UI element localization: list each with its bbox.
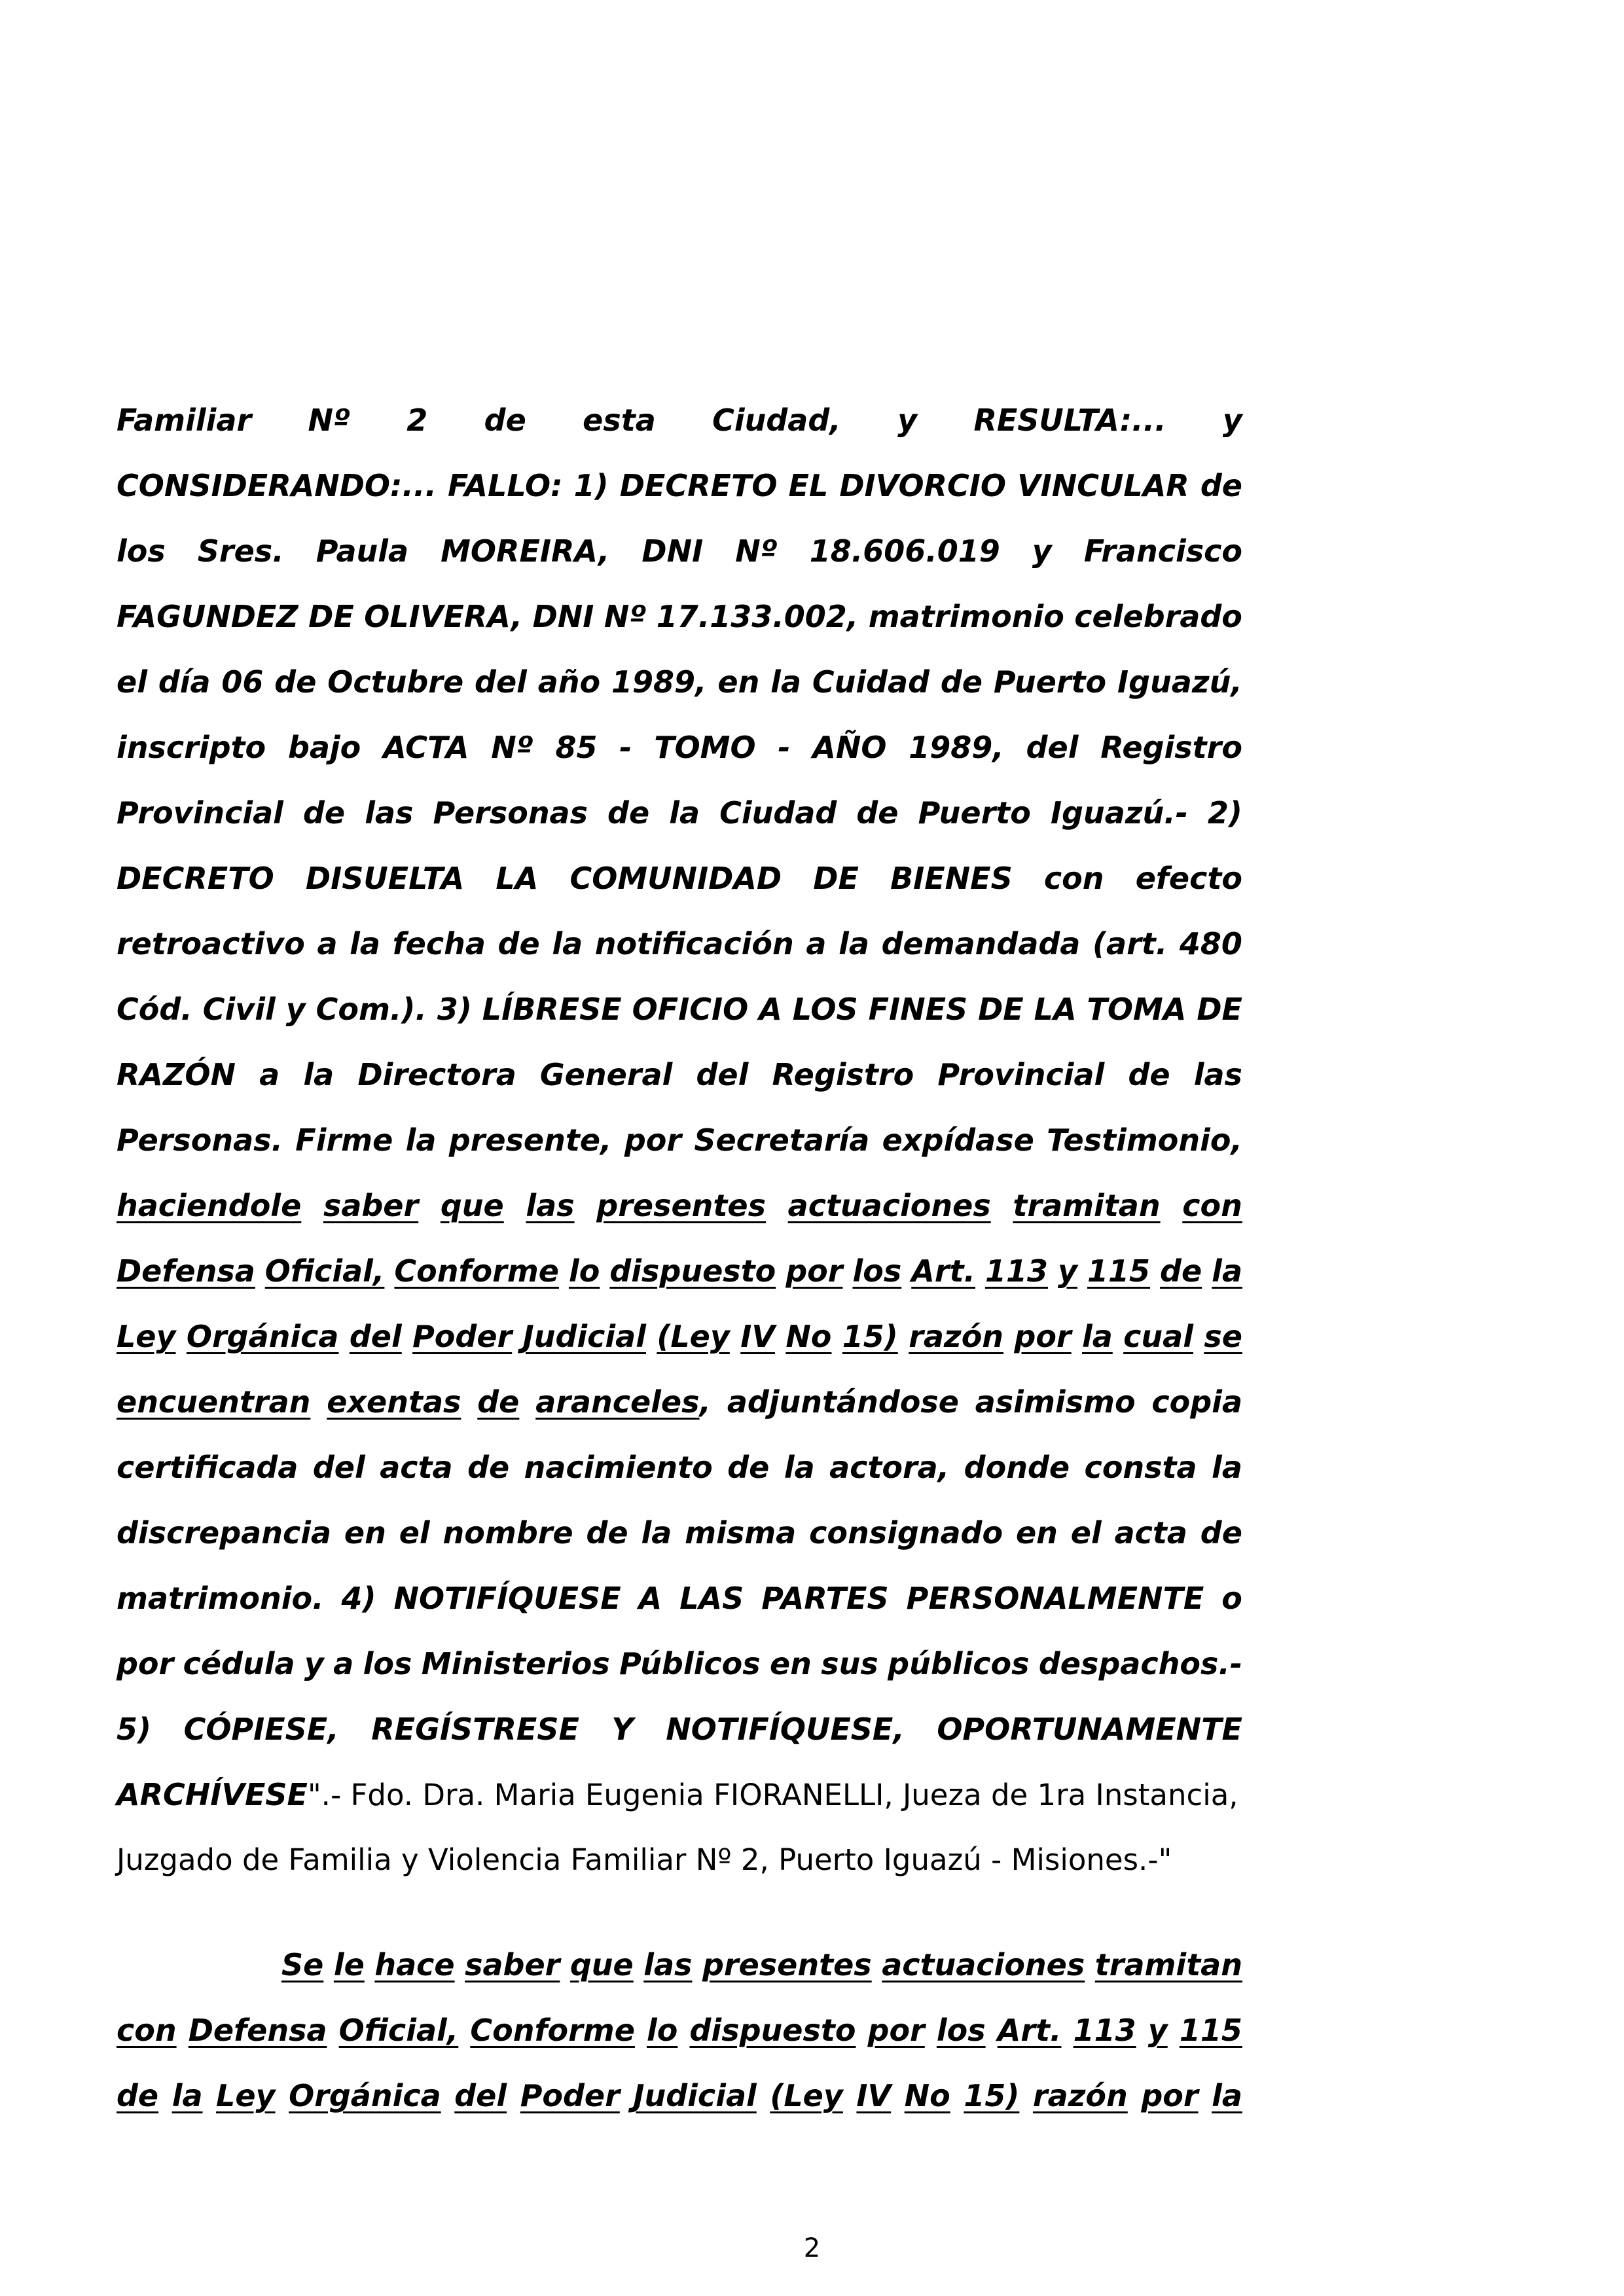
word: de xyxy=(117,2078,159,2113)
word: FINES xyxy=(868,992,968,1027)
word: (Ley xyxy=(657,1319,730,1354)
text-line xyxy=(117,1566,1242,1631)
word: PARTES xyxy=(761,1581,889,1616)
word: 115 xyxy=(1087,1253,1151,1289)
word: discrepancia xyxy=(117,1515,332,1551)
word: VINCULAR xyxy=(1017,468,1189,503)
word: Registro xyxy=(1100,730,1242,765)
word: DECRETO xyxy=(619,468,778,503)
word: inscripto xyxy=(117,730,266,765)
word: los xyxy=(936,2013,986,2048)
word: de xyxy=(484,403,526,438)
word: Conforme xyxy=(470,2013,635,2048)
word: públicos xyxy=(888,1646,1030,1681)
word: 3) xyxy=(437,992,472,1027)
word: lo xyxy=(647,2013,678,2048)
word: la xyxy=(350,926,380,961)
word: DECRETO xyxy=(117,861,274,896)
text-line xyxy=(117,1042,1242,1107)
word: esta xyxy=(583,403,656,438)
word: LOS xyxy=(792,992,858,1027)
word: matrimonio xyxy=(868,599,1064,634)
word: por xyxy=(117,1646,174,1681)
text-line xyxy=(117,518,1242,584)
word: EL xyxy=(788,468,829,503)
word: dispuesto xyxy=(689,2013,856,2048)
word: Nº xyxy=(308,403,350,438)
word: Y xyxy=(611,1712,634,1747)
resolution-signature-lines xyxy=(117,1762,1242,1893)
word: por xyxy=(1141,2078,1199,2113)
word: misma xyxy=(685,1515,797,1551)
word: NOTIFÍQUESE xyxy=(393,1581,621,1616)
word: OLIVERA, xyxy=(364,599,523,634)
word: aranceles xyxy=(535,1384,700,1420)
word: actuaciones xyxy=(882,1947,1085,1982)
word: adjuntándose xyxy=(727,1384,959,1420)
text-line xyxy=(117,1500,1242,1566)
word: de xyxy=(940,664,983,700)
word: OPORTUNAMENTE xyxy=(937,1712,1242,1747)
comma: , xyxy=(699,1384,711,1420)
word: razón xyxy=(1032,2078,1128,2113)
word: 15) xyxy=(964,2078,1020,2113)
word: y xyxy=(1032,533,1052,569)
word: Art. xyxy=(997,2013,1062,2048)
word: presentes xyxy=(596,1188,766,1223)
word: despachos.- xyxy=(1038,1646,1242,1681)
word: DE xyxy=(978,992,1024,1027)
word: de xyxy=(727,1450,770,1485)
word: la xyxy=(171,2078,203,2113)
word: las xyxy=(526,1188,575,1223)
word: Com.). xyxy=(316,992,427,1027)
word: las xyxy=(365,795,414,831)
word: de xyxy=(586,1515,628,1551)
word: por xyxy=(1014,1319,1072,1354)
word: la xyxy=(1212,1450,1242,1485)
archivese-text: ARCHÍVESE xyxy=(117,1777,308,1812)
word: a xyxy=(317,926,338,961)
word: matrimonio. xyxy=(117,1581,324,1616)
word: demandada xyxy=(881,926,1081,961)
page-number: 2 xyxy=(803,2233,821,2263)
word: 113 xyxy=(1073,2013,1136,2048)
word: y xyxy=(1222,403,1242,438)
word: Ciudad xyxy=(719,795,837,831)
word: con xyxy=(1182,1188,1242,1223)
word: 18.606.019 xyxy=(809,533,1000,569)
word: por xyxy=(867,2013,925,2048)
word: Civil xyxy=(202,992,276,1027)
notice-paragraph xyxy=(117,1932,1242,2128)
word: del xyxy=(349,1319,402,1354)
word: la xyxy=(303,1057,334,1092)
word: 85 xyxy=(555,730,598,765)
text-line xyxy=(117,1696,1242,1762)
word: con xyxy=(1043,861,1104,896)
word: TOMO xyxy=(654,730,756,765)
word: Nº xyxy=(604,599,647,634)
word: día xyxy=(158,664,211,700)
word: Sres. xyxy=(197,533,284,569)
word: en xyxy=(769,1646,812,1681)
text-line xyxy=(117,1435,1242,1500)
word: A xyxy=(638,1581,662,1616)
word: Orgánica xyxy=(186,1319,339,1354)
word: tramitan xyxy=(1013,1188,1161,1223)
word: Poder xyxy=(412,1319,513,1354)
word: lo xyxy=(568,1253,600,1289)
word: saber xyxy=(465,1947,560,1982)
word: retroactivo xyxy=(117,926,305,961)
word: en xyxy=(1015,1515,1058,1551)
word: a xyxy=(806,926,827,961)
word: copia xyxy=(1151,1384,1242,1420)
word: del xyxy=(312,1450,365,1485)
text-line xyxy=(117,1369,1242,1435)
word: 1989, xyxy=(611,664,707,700)
text-line xyxy=(117,1107,1242,1173)
word: los xyxy=(363,1646,412,1681)
word: - xyxy=(778,730,791,765)
word: Nº xyxy=(735,533,778,569)
word: notificación xyxy=(594,926,794,961)
word: y xyxy=(897,403,918,438)
word: nombre xyxy=(442,1515,573,1551)
word: y xyxy=(1147,2013,1168,2048)
text-line xyxy=(117,1238,1242,1304)
text-line xyxy=(117,649,1242,715)
word: bajo xyxy=(287,730,361,765)
word: Personas xyxy=(433,795,588,831)
word: donde xyxy=(964,1450,1070,1485)
text-line xyxy=(117,977,1242,1042)
text-line xyxy=(117,584,1242,649)
word: las xyxy=(643,1947,693,1982)
word: Provincial xyxy=(117,795,283,831)
word: DNI xyxy=(641,533,704,569)
word: Puerto xyxy=(993,664,1107,700)
word: Judicial xyxy=(522,1319,646,1354)
word: la xyxy=(641,1515,672,1551)
word: Secretaría xyxy=(694,1122,870,1158)
text-line xyxy=(117,911,1242,977)
word: asimismo xyxy=(975,1384,1136,1420)
word: 2) xyxy=(1207,795,1242,831)
word: por xyxy=(785,1253,843,1289)
word: del xyxy=(475,664,527,700)
word: 1989, xyxy=(909,730,1004,765)
word: Art. xyxy=(911,1253,975,1289)
signature-text: ".- Fdo. Dra. Maria Eugenia FIORANELLI, Jueza de 1ra Instancia, xyxy=(307,1778,1238,1812)
word: a xyxy=(259,1057,280,1092)
word: haciendole xyxy=(117,1188,302,1223)
word: Ministerios xyxy=(421,1646,610,1681)
word: 113 xyxy=(984,1253,1048,1289)
word: dispuesto xyxy=(609,1253,776,1289)
word: actora, xyxy=(829,1450,950,1485)
word: LAS xyxy=(679,1581,744,1616)
word: de xyxy=(1200,1515,1242,1551)
word: LÍBRESE xyxy=(482,992,622,1027)
word: Defensa xyxy=(117,1253,255,1289)
word: FAGUNDEZ xyxy=(117,599,298,634)
resolution-paragraph xyxy=(117,387,1242,1762)
text-line xyxy=(117,2063,1242,2128)
word: Nº xyxy=(491,730,533,765)
word: sus xyxy=(821,1646,878,1681)
word: Orgánica xyxy=(289,2078,441,2113)
word: No xyxy=(785,1319,832,1354)
word: de xyxy=(303,795,346,831)
word: celebrado xyxy=(1074,599,1242,634)
word: CONSIDERANDO:... xyxy=(117,468,437,503)
word: Oficial, xyxy=(264,1253,385,1289)
text-line xyxy=(117,453,1242,518)
word: le xyxy=(333,1947,365,1982)
word: la xyxy=(1212,2078,1242,2113)
word: DNI xyxy=(532,599,594,634)
word: de xyxy=(477,1384,520,1420)
text-line xyxy=(117,846,1242,911)
word: TOMA xyxy=(1087,992,1187,1027)
word: 17.133.002, xyxy=(656,599,859,634)
text-line xyxy=(117,387,1242,453)
word: del xyxy=(696,1057,749,1092)
word: AÑO xyxy=(812,730,887,765)
word: 480 xyxy=(1179,926,1242,961)
word: BIENES xyxy=(890,861,1013,896)
word: IV xyxy=(740,1319,775,1354)
word: en xyxy=(344,1515,386,1551)
word: tramitan xyxy=(1094,1947,1242,1982)
word: de xyxy=(1200,468,1242,503)
word: Ciudad, xyxy=(712,403,841,438)
word: Oficial, xyxy=(338,2013,459,2048)
word: la xyxy=(552,926,583,961)
word: año xyxy=(537,664,601,700)
word: Paula xyxy=(316,533,409,569)
word: la xyxy=(669,795,700,831)
text-line xyxy=(117,1304,1242,1369)
word: COMUNIDAD xyxy=(569,861,782,896)
word: y xyxy=(304,1646,324,1681)
word: No xyxy=(904,2078,950,2113)
word: NOTIFÍQUESE, xyxy=(666,1712,905,1747)
word: DE xyxy=(1197,992,1242,1027)
word: el xyxy=(399,1515,430,1551)
word: exentas xyxy=(327,1384,461,1420)
word: Cód. xyxy=(117,992,192,1027)
word: RESULTA:... xyxy=(973,403,1166,438)
word: la xyxy=(770,664,801,700)
word: Defensa xyxy=(188,2013,327,2048)
word: ACTA xyxy=(383,730,469,765)
word: saber xyxy=(323,1188,419,1223)
word: de xyxy=(856,795,899,831)
text-line xyxy=(117,1173,1242,1238)
word-with-comma xyxy=(535,1369,711,1442)
word: actuaciones xyxy=(787,1188,991,1223)
word: los xyxy=(852,1253,902,1289)
word: con xyxy=(117,2013,177,2048)
word: de xyxy=(1128,1057,1170,1092)
word: los xyxy=(117,533,166,569)
word: DIVORCIO xyxy=(839,468,1006,503)
word: Firme xyxy=(295,1122,393,1158)
word: presentes xyxy=(702,1947,872,1982)
word: Francisco xyxy=(1083,533,1242,569)
text-line xyxy=(117,1631,1242,1696)
word: CÓPIESE, xyxy=(183,1712,339,1747)
word: Iguazú.- xyxy=(1050,795,1188,831)
word: (art. xyxy=(1092,926,1168,961)
word: encuentran xyxy=(117,1384,311,1420)
word: RAZÓN xyxy=(117,1057,236,1092)
word: Ley xyxy=(117,1319,176,1354)
word: nacimiento xyxy=(524,1450,713,1485)
word: LA xyxy=(496,861,539,896)
text-line xyxy=(117,1932,1242,1998)
word: Conforme xyxy=(394,1253,559,1289)
word: efecto xyxy=(1135,861,1242,896)
word: Cuidad xyxy=(812,664,929,700)
word: General xyxy=(539,1057,673,1092)
word: de xyxy=(467,1450,510,1485)
word: de xyxy=(497,926,540,961)
word: DE xyxy=(813,861,859,896)
word: el xyxy=(1070,1515,1102,1551)
text-line xyxy=(117,780,1242,846)
word: consta xyxy=(1084,1450,1197,1485)
word: (Ley xyxy=(770,2078,843,2113)
word: hace xyxy=(374,1947,455,1982)
word: la xyxy=(1212,1253,1242,1289)
text-line xyxy=(117,715,1242,780)
word: razón xyxy=(909,1319,1004,1354)
word: la xyxy=(784,1450,815,1485)
word: 1) xyxy=(573,468,609,503)
word: OFICIO xyxy=(632,992,749,1027)
word: que xyxy=(440,1188,504,1223)
word: Públicos xyxy=(619,1646,761,1681)
word: Se xyxy=(281,1947,324,1982)
word: FALLO: xyxy=(447,468,563,503)
word: del xyxy=(454,2078,507,2113)
word: Poder xyxy=(520,2078,620,2113)
word: la xyxy=(405,1122,437,1158)
word: Registro xyxy=(772,1057,914,1092)
word: el xyxy=(117,664,147,700)
word: Ley xyxy=(216,2078,276,2113)
word: Judicial xyxy=(633,2078,757,2113)
word: las xyxy=(1193,1057,1242,1092)
word: Testimonio, xyxy=(1047,1122,1242,1158)
word: 15) xyxy=(842,1319,898,1354)
signature-line xyxy=(117,1762,1242,1827)
word: a xyxy=(333,1646,354,1681)
word: acta xyxy=(380,1450,453,1485)
word: Directora xyxy=(357,1057,516,1092)
word: REGÍSTRESE xyxy=(371,1712,579,1747)
word: la xyxy=(1081,1319,1113,1354)
word: Octubre xyxy=(327,664,464,700)
word: y xyxy=(285,992,306,1027)
word: de xyxy=(274,664,317,700)
word: en xyxy=(717,664,760,700)
word: IV xyxy=(856,2078,892,2113)
word: acta xyxy=(1114,1515,1187,1551)
word: MOREIRA, xyxy=(441,533,610,569)
word: y xyxy=(1058,1253,1077,1289)
word: Iguazú, xyxy=(1117,664,1242,700)
word: - xyxy=(619,730,632,765)
word: se xyxy=(1204,1319,1242,1354)
word: Familiar xyxy=(117,403,252,438)
word: Puerto xyxy=(918,795,1031,831)
word: Personas. xyxy=(117,1122,283,1158)
word: fecha xyxy=(392,926,486,961)
word: 5) xyxy=(117,1712,152,1747)
word: 06 xyxy=(221,664,264,700)
word: cual xyxy=(1123,1319,1193,1354)
word: cédula xyxy=(183,1646,295,1681)
word: 2 xyxy=(406,403,428,438)
word: de xyxy=(607,795,650,831)
word: de xyxy=(1160,1253,1202,1289)
word: certificada xyxy=(117,1450,298,1485)
word: Provincial xyxy=(937,1057,1105,1092)
word: la xyxy=(839,926,869,961)
word: DISUELTA xyxy=(305,861,465,896)
word: 4) xyxy=(341,1581,376,1616)
court-line xyxy=(117,1827,1242,1893)
word: LA xyxy=(1034,992,1077,1027)
word: DE xyxy=(308,599,354,634)
word: por xyxy=(624,1122,682,1158)
word: presente, xyxy=(448,1122,612,1158)
word: que xyxy=(569,1947,634,1982)
word: PERSONALMENTE xyxy=(906,1581,1204,1616)
court-text: Juzgado de Familia y Violencia Familiar Nº 2, Puerto Iguazú - Misiones.-" xyxy=(117,1842,1172,1877)
word: consignado xyxy=(809,1515,1003,1551)
word: A xyxy=(759,992,782,1027)
text-line xyxy=(117,1998,1242,2063)
word: del xyxy=(1026,730,1079,765)
word: expídase xyxy=(882,1122,1034,1158)
word: 115 xyxy=(1179,2013,1242,2048)
word: o xyxy=(1221,1581,1242,1616)
